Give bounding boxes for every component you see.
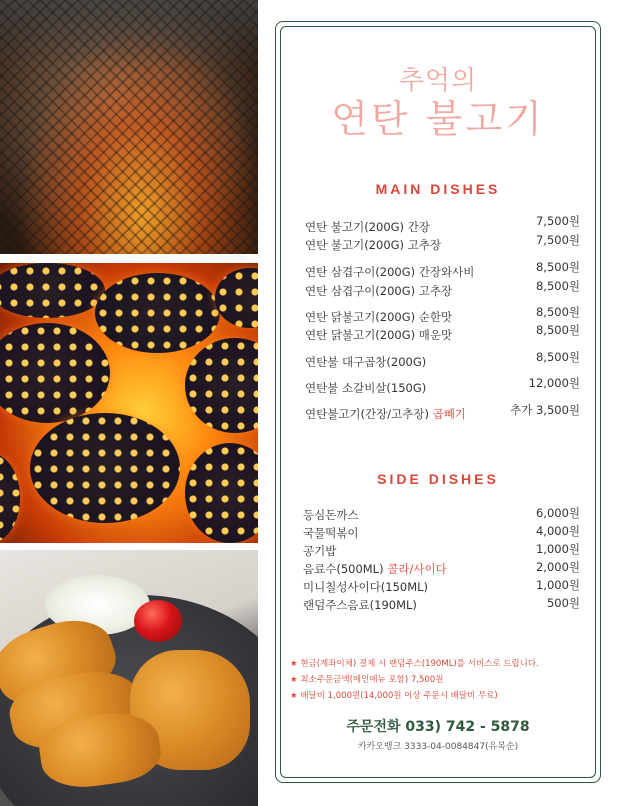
menu-item-price: 8,500원 <box>535 305 580 319</box>
side-item-price: 1,000원 <box>535 578 580 592</box>
menu-item-price: 8,500원 <box>535 350 580 364</box>
menu-item-name: 연탄불 대구곱창(200G) <box>305 355 427 369</box>
notice-cash-payment: ★ 현금(계좌이체) 결제 시 랜덤주스(190ML)를 서비스로 드립니다. <box>290 659 539 669</box>
side-item-name: 미니칠성사이다(150ML) <box>303 580 429 594</box>
side-item-name: 랜덤주스음료(190ML) <box>303 598 417 612</box>
menu-item-name-highlight: 곱빼기 <box>428 407 466 421</box>
side-item-price: 2,000원 <box>535 560 580 574</box>
side-item-price: 500원 <box>546 596 580 610</box>
side-item-name <box>303 561 447 577</box>
side-item-name: 국물떡볶이 <box>303 526 359 540</box>
side-item-name: 공기밥 <box>303 544 337 558</box>
menu-item-price: 12,000원 <box>528 376 580 390</box>
menu-item-name: 연탄 불고기(200G) 고추장 <box>305 238 442 252</box>
menu-item-name: 연탄 삼겹구이(200G) 고추장 <box>305 284 453 298</box>
menu-item-name-main: 연탄불고기(간장/고추장) <box>305 407 429 421</box>
title-line1: 추억의 <box>398 66 478 96</box>
side-dishes-heading: SIDE DISHES <box>377 471 499 487</box>
title-line2: 연탄 불고기 <box>331 97 545 141</box>
notice-minimum-order: ★ 최소주문금액(메인메뉴 포함) 7,500원 <box>290 675 444 685</box>
pork-cutlet-photo <box>0 550 258 806</box>
photo-column <box>0 0 258 806</box>
menu-item-price: 8,500원 <box>535 260 580 274</box>
menu-item-price: 추가 3,500원 <box>510 403 580 417</box>
menu-item-name: 연탄 삼겹구이(200G) 간장와사비 <box>305 265 475 279</box>
bulgogi-grill-photo <box>0 0 258 254</box>
notice-delivery-fee: ★ 배달비 1,000원(14,000원 이상 주문시 배달비 무료) <box>290 691 498 701</box>
side-item-name-main: 음료수(500ML) <box>303 562 384 576</box>
side-item-name: 등심돈까스 <box>303 508 359 522</box>
menu-item-price: 7,500원 <box>535 214 580 228</box>
side-item-price: 6,000원 <box>535 506 580 520</box>
bank-account: 카카오뱅크 3333-04-0084847(유복순) <box>357 742 519 752</box>
menu-item-name: 연탄불 소갈비살(150G) <box>305 381 427 395</box>
menu-item-name: 연탄 닭불고기(200G) 순한맛 <box>305 310 453 324</box>
menu-item-price: 8,500원 <box>535 323 580 337</box>
side-item-price: 1,000원 <box>535 542 580 556</box>
menu-item-name: 연탄 닭불고기(200G) 매운맛 <box>305 328 453 342</box>
menu-item-name <box>305 406 466 422</box>
order-phone: 주문전화 033) 742 - 5878 <box>346 719 530 735</box>
side-item-name-highlight: 콜라/사이다 <box>383 562 447 576</box>
side-item-price: 4,000원 <box>535 524 580 538</box>
menu-item-price: 8,500원 <box>535 279 580 293</box>
main-dishes-heading: MAIN DISHES <box>375 181 501 197</box>
menu-item-price: 7,500원 <box>535 233 580 247</box>
charcoal-briquettes-photo <box>0 263 258 543</box>
menu-item-name: 연탄 불고기(200G) 간장 <box>305 220 430 234</box>
